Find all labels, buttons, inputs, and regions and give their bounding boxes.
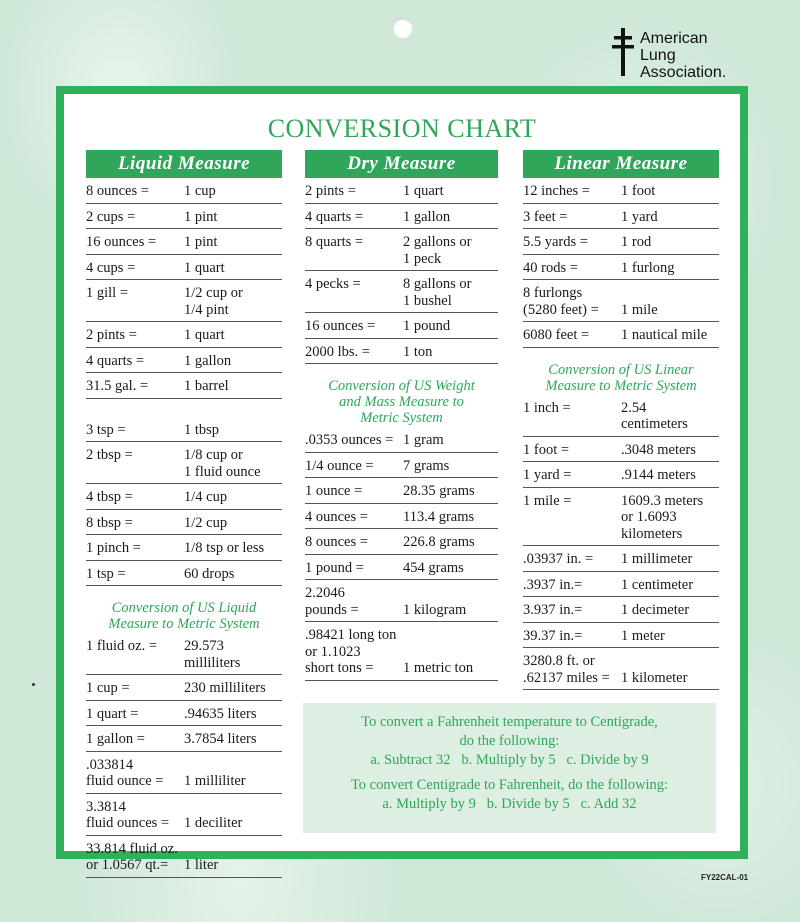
table-row: [305, 456, 498, 479]
liquid-metric-title: Conversion of US Liquid Measure to Metric System: [108, 600, 260, 632]
row-right-value: 1 pound: [403, 318, 451, 334]
row-left-value: 1/4 ounce =: [305, 457, 374, 474]
row-right-value: 1 pint: [184, 208, 218, 225]
american-lung-association-logo: [612, 28, 726, 81]
table-row: [523, 575, 719, 598]
row-left-value: 4 ounces =: [305, 508, 368, 525]
linear-metric-table: [523, 398, 719, 691]
row-left-value: .03937 in. =: [523, 551, 594, 567]
liquid-metric-table: [86, 636, 282, 878]
dry-measure-header: Dry Measure: [305, 150, 498, 178]
dry-metric-table: [305, 430, 498, 681]
row-right-value: 1 quart: [403, 183, 444, 199]
table-row: [86, 445, 282, 484]
linear-measure-header: Linear Measure: [523, 150, 719, 178]
table-row: [86, 258, 282, 281]
logo-line: Lung: [640, 47, 676, 64]
table-row: [523, 651, 719, 690]
table-row: [86, 283, 282, 322]
table-row: [305, 481, 498, 504]
row-right-value: 1 meter: [621, 627, 665, 644]
row-left-value: 2000 lbs. =: [305, 343, 370, 360]
table-row: [86, 636, 282, 675]
row-left-value: 8 furlongs (5280 feet) =: [523, 285, 599, 318]
liquid-measure-table: [86, 181, 282, 399]
row-right-value: 1 cup: [184, 183, 216, 199]
table-row: [86, 678, 282, 701]
liquid-measure-header: Liquid Measure: [86, 150, 282, 178]
table-row: [523, 600, 719, 623]
table-row: [305, 558, 498, 581]
table-row: [305, 316, 498, 339]
row-left-value: 1 yard =: [523, 467, 572, 483]
row-left-value: 1 pinch =: [86, 540, 141, 556]
row-left-value: 3.937 in.=: [523, 602, 583, 618]
row-left-value: 8 ounces =: [86, 183, 149, 199]
temperature-conversion-box: [303, 703, 716, 833]
row-right-value: .94635 liters: [184, 705, 257, 722]
row-left-value: 4 quarts =: [305, 208, 364, 225]
row-right-value: 1 pint: [184, 234, 218, 250]
temperature-line: To convert Centigrade to Fahrenheit, do the following:: [350, 777, 669, 793]
row-left-value: 1 fluid oz. =: [86, 638, 157, 654]
row-left-value: .033814 fluid ounce =: [86, 756, 164, 789]
table-row: [86, 181, 282, 204]
linear-measure-table: [523, 181, 719, 348]
dry-measure-table: [305, 181, 498, 364]
table-row: [86, 729, 282, 752]
temperature-steps: a. Multiply by 9 b. Divide by 5 c. Add 32: [382, 796, 637, 812]
row-right-value: 113.4 grams: [403, 508, 475, 525]
table-row: [523, 283, 719, 322]
row-left-value: 2.2046 pounds =: [305, 585, 359, 618]
row-right-value: 1 barrel: [184, 378, 229, 394]
row-right-value: 454 grams: [403, 559, 464, 576]
row-right-value: 1 nautical mile: [621, 327, 708, 343]
product-code: FY22CAL-01: [701, 873, 749, 882]
row-left-value: 2 cups =: [86, 208, 136, 225]
row-right-value: 1 decimeter: [621, 602, 690, 618]
table-row: [523, 181, 719, 204]
table-row: [523, 207, 719, 230]
row-left-value: 1 gill =: [86, 285, 129, 301]
row-left-value: 2 tbsp =: [86, 447, 133, 463]
table-row: [523, 258, 719, 281]
row-left-value: 2 pints =: [86, 327, 137, 343]
table-row: [86, 538, 282, 561]
row-right-value: 1 kilogram: [403, 601, 467, 618]
table-row: [305, 583, 498, 622]
row-right-value: 1 gallon: [184, 352, 232, 369]
row-left-value: 3.3814 fluid ounces =: [86, 798, 170, 831]
table-row: [305, 507, 498, 530]
row-right-value: .3048 meters: [621, 441, 696, 458]
table-row: [86, 420, 282, 443]
liquid-measure-column: [86, 150, 282, 878]
row-left-value: 1 cup =: [86, 680, 130, 696]
table-row: [305, 274, 498, 313]
row-right-value: 8 gallons or 1 bushel: [403, 276, 472, 309]
row-left-value: 3 feet =: [523, 208, 568, 225]
row-left-value: 3280.8 ft. or .62137 miles =: [523, 653, 610, 686]
row-right-value: 1 centimeter: [621, 576, 694, 593]
table-row: [523, 440, 719, 463]
row-right-value: 1 milliliter: [184, 773, 246, 789]
table-row: [86, 755, 282, 794]
double-barred-cross-icon: [612, 28, 634, 76]
chart-title: CONVERSION CHART: [267, 114, 537, 143]
logo-line: Association.: [640, 64, 727, 81]
table-row: [305, 181, 498, 204]
temperature-line: do the following:: [459, 733, 560, 749]
table-row: [86, 376, 282, 399]
row-left-value: 2 pints =: [305, 183, 356, 199]
row-left-value: 40 rods =: [523, 259, 578, 276]
table-row: [523, 398, 719, 437]
row-right-value: 1 metric ton: [403, 660, 474, 676]
row-right-value: 1 gram: [403, 432, 444, 448]
row-left-value: 1 gallon =: [86, 731, 145, 747]
row-left-value: 1 tsp =: [86, 565, 126, 582]
table-row: [523, 465, 719, 488]
row-right-value: 1 gallon: [403, 208, 451, 225]
row-right-value: 28.35 grams: [403, 483, 475, 499]
row-left-value: 8 quarts =: [305, 234, 364, 250]
row-right-value: 60 drops: [184, 565, 235, 582]
table-row: [86, 797, 282, 836]
table-row: [86, 704, 282, 727]
row-right-value: 1 kilometer: [621, 669, 688, 686]
row-left-value: .98421 long ton or 1.1023 short tons =: [305, 627, 397, 676]
row-left-value: 4 quarts =: [86, 352, 145, 369]
row-right-value: 2 gallons or 1 peck: [403, 234, 472, 267]
table-row: [305, 207, 498, 230]
dry-metric-title: Conversion of US Weight and Mass Measure to Metric System: [328, 378, 475, 426]
row-left-value: .0353 ounces =: [305, 432, 394, 448]
row-right-value: 1 millimeter: [621, 551, 693, 567]
table-row: [86, 325, 282, 348]
speck: [32, 683, 35, 686]
row-right-value: 1/8 tsp or less: [184, 540, 265, 556]
row-left-value: 4 pecks =: [305, 276, 361, 292]
table-row: [305, 532, 498, 555]
table-row: [523, 325, 719, 348]
table-row: [305, 232, 498, 271]
row-right-value: 1 furlong: [621, 259, 675, 276]
punch-hole: [393, 18, 413, 38]
row-left-value: 33.814 fluid oz. or 1.0567 qt.=: [86, 840, 178, 873]
row-right-value: 1 ton: [403, 343, 433, 360]
row-right-value: 1 deciliter: [184, 815, 243, 831]
row-right-value: 226.8 grams: [403, 534, 475, 550]
row-right-value: 2.54 centimeters: [621, 399, 688, 432]
table-row: [86, 232, 282, 255]
temperature-line: To convert a Fahrenheit temperature to Centigrade,: [361, 714, 658, 730]
row-left-value: 8 ounces =: [305, 534, 368, 550]
row-left-value: 5.5 yards =: [523, 234, 588, 250]
row-left-value: 1 ounce =: [305, 483, 363, 499]
table-row: [86, 487, 282, 510]
linear-measure-column: [523, 150, 719, 690]
row-right-value: 1 liter: [184, 857, 219, 873]
conversion-chart-card: [56, 86, 748, 873]
row-left-value: 39.37 in.=: [523, 627, 583, 644]
row-left-value: 6080 feet =: [523, 327, 590, 343]
table-row: [305, 625, 498, 681]
table-row: [86, 207, 282, 230]
row-left-value: 16 ounces =: [86, 234, 157, 250]
row-left-value: 4 cups =: [86, 259, 136, 276]
row-left-value: 1 pound =: [305, 559, 364, 576]
row-left-value: 1 quart =: [86, 705, 139, 722]
row-right-value: 1 foot: [621, 183, 656, 199]
row-right-value: 1 yard: [621, 208, 658, 225]
row-right-value: 1609.3 meters or 1.6093 kilometers: [621, 492, 704, 542]
row-left-value: 16 ounces =: [305, 318, 376, 334]
row-right-value: 1 rod: [621, 234, 652, 250]
row-right-value: 7 grams: [403, 457, 450, 474]
dry-measure-column: [305, 150, 498, 681]
row-right-value: 1/8 cup or 1 fluid ounce: [184, 447, 261, 480]
row-right-value: 29.573 milliliters: [184, 638, 241, 671]
row-right-value: 1 tbsp: [184, 421, 220, 438]
table-row: [86, 513, 282, 536]
row-right-value: 1/2 cup: [184, 514, 228, 531]
logo-line: American: [640, 30, 708, 47]
row-left-value: 12 inches =: [523, 183, 590, 199]
table-row: [305, 342, 498, 365]
logo-text: [640, 30, 726, 81]
row-left-value: 1 inch =: [523, 399, 571, 416]
temperature-steps: a. Subtract 32 b. Multiply by 5 c. Divide by 9: [370, 752, 649, 768]
row-left-value: .3937 in.=: [523, 576, 583, 593]
row-left-value: 3 tsp =: [86, 421, 126, 438]
row-right-value: 230 milliliters: [184, 680, 266, 696]
row-right-value: 1 quart: [184, 259, 225, 276]
row-left-value: 4 tbsp =: [86, 489, 133, 505]
row-left-value: 1 foot =: [523, 441, 570, 458]
table-row: [86, 564, 282, 587]
row-right-value: 1 quart: [184, 327, 225, 343]
row-right-value: .9144 meters: [621, 467, 696, 483]
row-left-value: 8 tbsp =: [86, 514, 133, 531]
liquid-spoon-table: [86, 420, 282, 587]
row-right-value: 1/2 cup or 1/4 pint: [184, 285, 243, 318]
table-row: [523, 232, 719, 255]
table-row: [523, 549, 719, 572]
spacer: [86, 399, 282, 417]
row-right-value: 3.7854 liters: [184, 731, 257, 747]
table-row: [523, 626, 719, 649]
row-right-value: 1/4 cup: [184, 489, 228, 505]
row-left-value: 31.5 gal. =: [86, 378, 149, 394]
table-row: [523, 491, 719, 547]
table-row: [305, 430, 498, 453]
table-row: [86, 351, 282, 374]
row-right-value: 1 mile: [621, 301, 658, 318]
row-left-value: 1 mile =: [523, 492, 572, 509]
linear-metric-title: Conversion of US Linear Measure to Metric System: [545, 361, 697, 394]
table-row: [86, 839, 282, 878]
